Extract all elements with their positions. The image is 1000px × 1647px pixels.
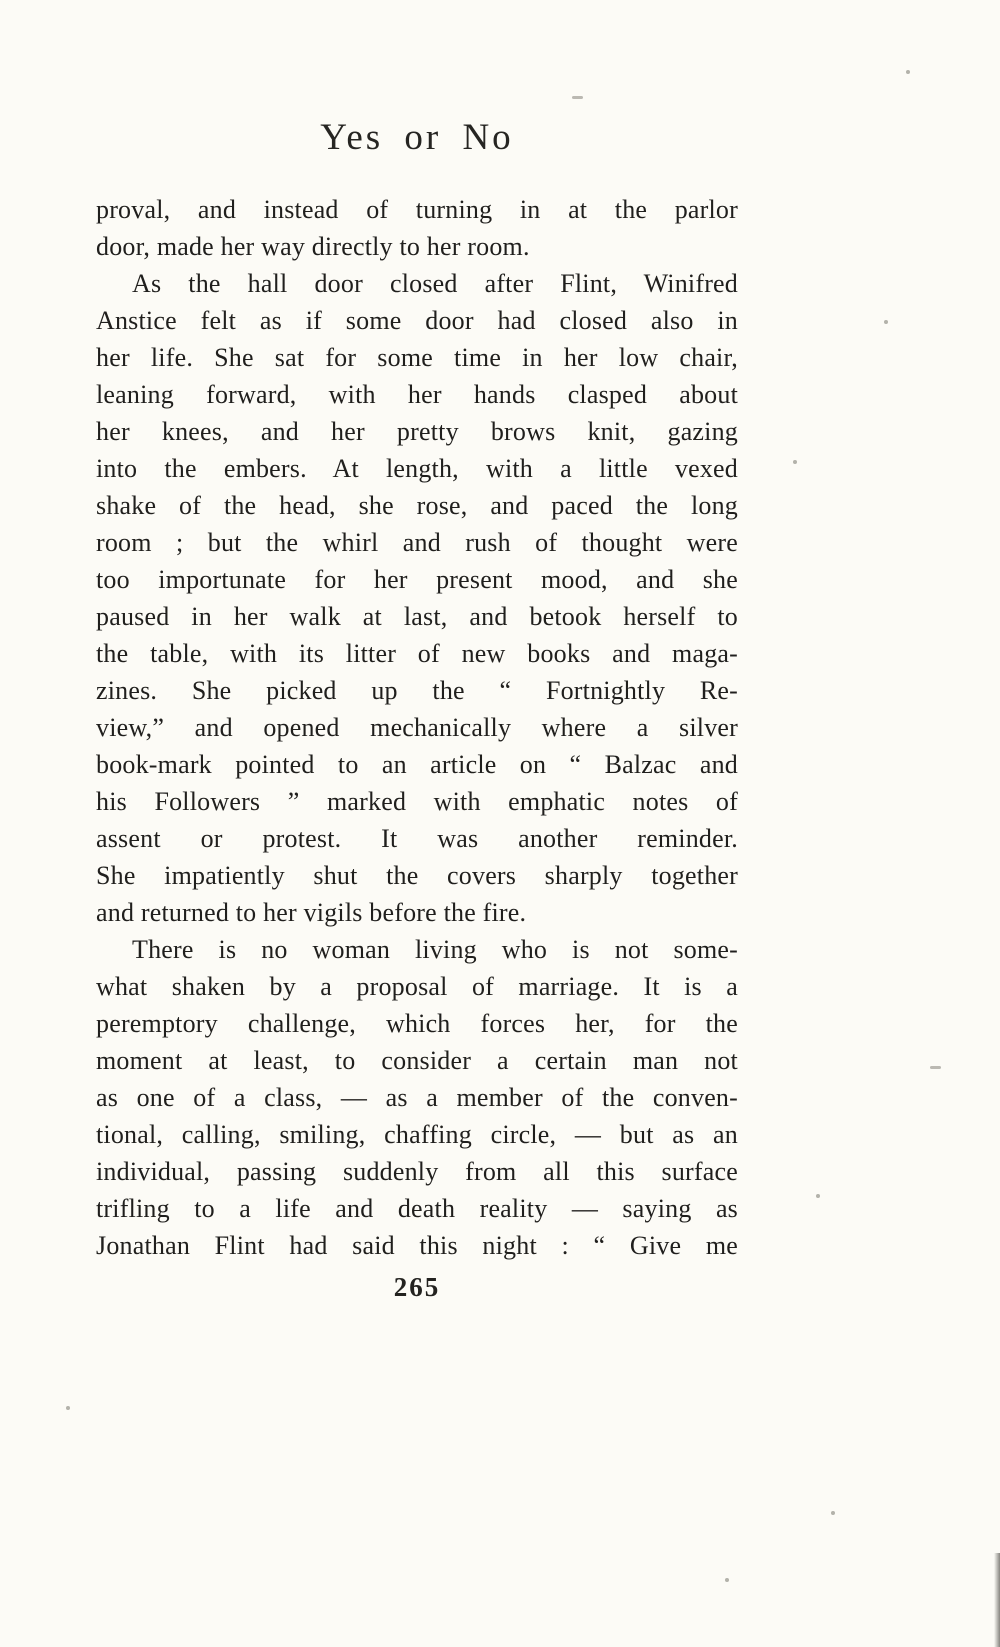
text-line: too importunate for her present mood, and she (96, 565, 738, 594)
text-line: her life. She sat for some time in her low chair, (96, 343, 738, 372)
text-line: tional, calling, smiling, chaffing circle, — but as an (96, 1120, 738, 1149)
text-line: as one of a class, — as a member of the conven- (96, 1083, 738, 1112)
page-title: Yes or No (320, 117, 514, 158)
paragraph (96, 191, 738, 265)
text-line: into the embers. At length, with a little vexed (96, 454, 738, 483)
page-number: 265 (393, 1272, 441, 1302)
paragraph (96, 931, 738, 1264)
text-line: paused in her walk at last, and betook herself to (96, 602, 738, 631)
text-line: She impatiently shut the covers sharply together (96, 861, 738, 890)
scan-speck (66, 1406, 70, 1410)
text-line: and returned to her vigils before the fire. (96, 898, 527, 927)
text-line: leaning forward, with her hands clasped about (96, 380, 738, 409)
text-line: trifling to a life and death reality — saying as (96, 1194, 738, 1223)
page-edge-shadow (994, 1553, 1000, 1647)
text-line: her knees, and her pretty brows knit, gazing (96, 417, 738, 446)
scan-speck (930, 1066, 941, 1069)
text-line: proval, and instead of turning in at the parlor (96, 195, 738, 224)
scan-speck (906, 70, 910, 74)
text-line: Anstice felt as if some door had closed also in (96, 306, 738, 335)
text-line: individual, passing suddenly from all this surface (96, 1157, 738, 1186)
text-line: assent or protest. It was another reminder. (96, 824, 738, 853)
scan-speck (793, 460, 797, 464)
text-line: peremptory challenge, which forces her, for the (96, 1009, 738, 1038)
text-line: room ; but the whirl and rush of thought were (96, 528, 738, 557)
scan-speck (884, 320, 888, 324)
scan-speck (725, 1578, 729, 1582)
text-line: view,” and opened mechanically where a silver (96, 713, 738, 742)
text-line: what shaken by a proposal of marriage. It is a (96, 972, 738, 1001)
scan-speck (831, 1511, 835, 1515)
text-line: book-mark pointed to an article on “ Balzac and (96, 750, 738, 779)
text-line: As the hall door closed after Flint, Winifred (132, 269, 738, 298)
text-line: his Followers ” marked with emphatic notes of (96, 787, 738, 816)
text-line: Jonathan Flint had said this night : “ Give me (96, 1231, 738, 1260)
text-line: There is no woman living who is not some- (132, 935, 738, 964)
text-line: zines. She picked up the “ Fortnightly Re- (96, 676, 738, 705)
scan-speck (572, 96, 583, 99)
text-line: moment at least, to consider a certain man not (96, 1046, 738, 1075)
scan-speck (816, 1194, 820, 1198)
text-line: door, made her way directly to her room. (96, 232, 530, 261)
text-line: shake of the head, she rose, and paced the long (96, 491, 738, 520)
paragraph (96, 265, 738, 931)
text-line: the table, with its litter of new books and maga- (96, 639, 738, 668)
page-body (96, 191, 738, 1264)
